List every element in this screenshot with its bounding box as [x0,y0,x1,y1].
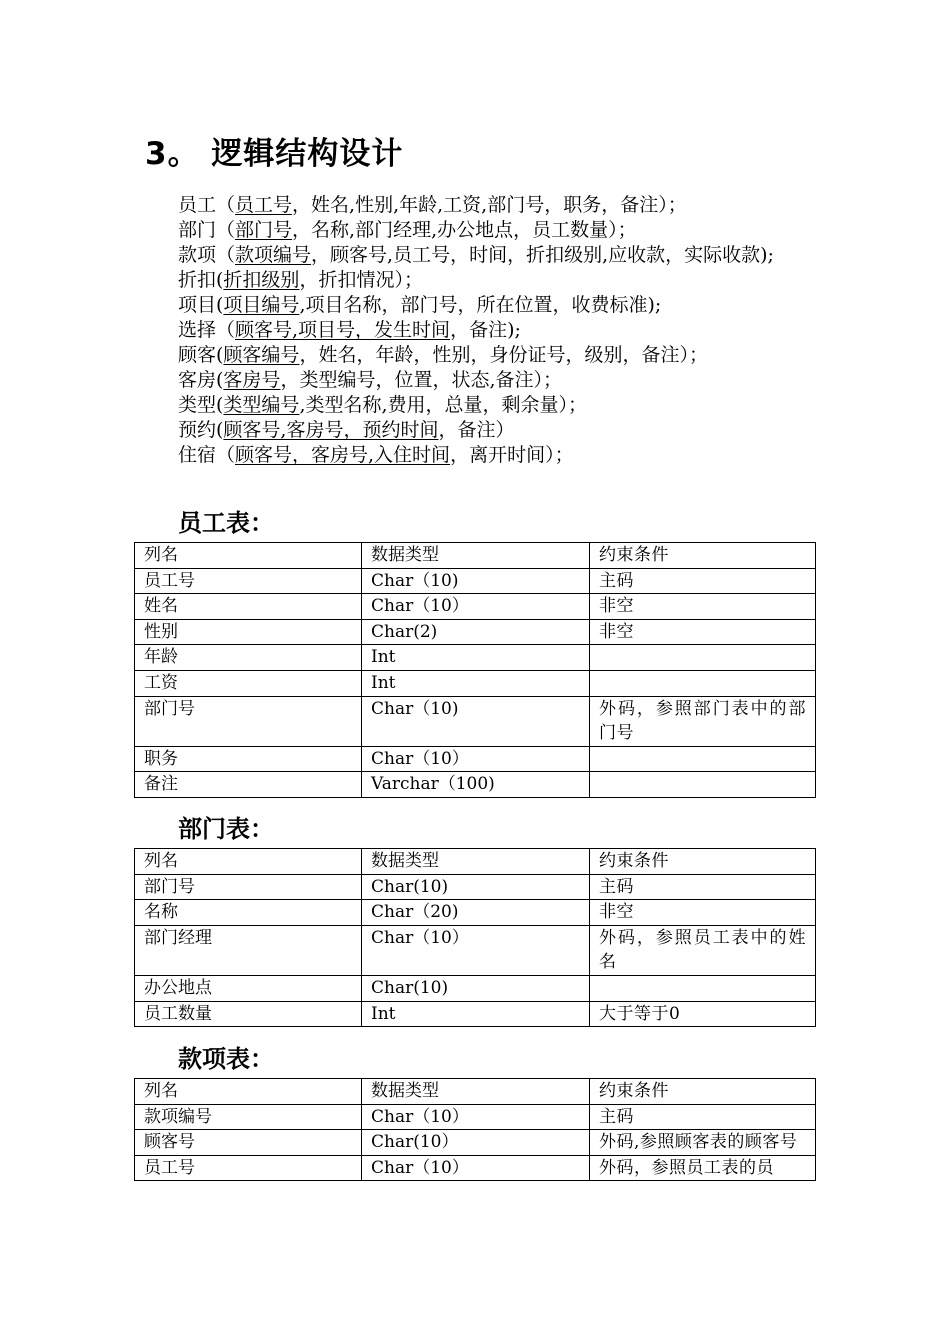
table-cell [590,645,816,671]
relation-line [145,368,810,393]
table-cell: 性别 [135,619,362,645]
table-row [135,746,816,772]
table-cell: Char（10） [362,1104,590,1130]
table-cell: 大于等于0 [590,1001,816,1027]
table-row [135,1104,816,1130]
table-cell: 员工数量 [135,1001,362,1027]
department-table-title: 部门表： [178,815,274,843]
table-cell: Char（10） [362,746,590,772]
relation-text: 住宿（ [178,444,236,466]
relation-text: 类型( [178,394,224,416]
table-cell: Char(10） [362,1130,590,1156]
table-cell: 员工号 [135,1155,362,1181]
payment-table-title: 款项表： [178,1045,274,1073]
table-row [135,874,816,900]
table-cell: 年龄 [135,645,362,671]
relation-line [145,393,810,418]
table-row [135,1130,816,1156]
table-cell: 主码 [590,568,816,594]
table-cell: Varchar（100) [362,772,590,798]
table-row [135,670,816,696]
relation-text: 员工（ [178,194,236,216]
relation-line [145,218,810,243]
employee-table-title: 员工表： [178,509,274,537]
header-cell: 数据类型 [362,543,590,569]
header-cell: 列名 [135,1079,362,1105]
table-cell: 名称 [135,900,362,926]
table-cell: 部门号 [135,874,362,900]
table-cell: 办公地点 [135,975,362,1001]
relation-text: ,项目名称，部门号，所在位置，收费标准); [299,294,662,316]
table-cell: 部门经理 [135,925,362,975]
table-row [135,645,816,671]
primary-key-text: 客房号 [223,369,281,391]
relation-text: ，姓名,性别,年龄,工资,部门号，职务，备注）； [292,194,687,216]
table-cell: Char（10) [362,568,590,594]
table-cell: 主码 [590,874,816,900]
table-cell: 外码,参照顾客表的顾客号 [590,1130,816,1156]
relation-line [145,268,810,293]
relation-text: 折扣( [178,269,224,291]
relation-line [145,193,810,218]
relation-text: ，姓名，年龄，性别，身份证号，级别，备注）； [299,344,708,366]
section-heading: 3。 逻辑结构设计 [145,136,404,172]
table-row [135,568,816,594]
primary-key-text: 顾客号,客房号，预约时间 [223,419,439,441]
relation-text: 客房( [178,369,224,391]
relation-line [145,443,810,468]
header-cell: 数据类型 [362,849,590,875]
primary-key-text: 折扣级别 [223,269,300,291]
table-cell: Char(10) [362,874,590,900]
relation-line [145,343,810,368]
relation-line [145,243,810,268]
table-cell: 主码 [590,1104,816,1130]
payment-table [134,1078,816,1181]
table-cell: 员工号 [135,568,362,594]
table-cell: Int [362,1001,590,1027]
table-header-row [135,1079,816,1105]
relation-text: ，离开时间）； [450,444,574,466]
relation-text: ，折扣情况）； [299,269,423,291]
table-cell: Int [362,670,590,696]
table-row [135,696,816,746]
relation-line [145,418,810,443]
header-cell: 约束条件 [590,849,816,875]
table-cell: 部门号 [135,696,362,746]
table-cell: Char(2) [362,619,590,645]
table-cell: Char（10） [362,594,590,620]
primary-key-text: 顾客号,项目号，发生时间 [235,319,451,341]
relation-line [145,293,810,318]
table-row [135,619,816,645]
header-cell: 列名 [135,849,362,875]
table-cell [590,772,816,798]
table-cell: 外码，参照员工表中的姓名 [590,925,816,975]
department-table [134,848,816,1027]
table-cell: 非空 [590,594,816,620]
primary-key-text: 类型编号 [223,394,300,416]
primary-key-text: 项目编号 [223,294,300,316]
table-cell: Char（10） [362,1155,590,1181]
table-cell: Char（10) [362,696,590,746]
header-cell: 约束条件 [590,1079,816,1105]
table-cell: 姓名 [135,594,362,620]
table-row [135,925,816,975]
table-cell: 外码，参照员工表的员 [590,1155,816,1181]
table-cell: 工资 [135,670,362,696]
table-cell: 非空 [590,619,816,645]
table-cell [590,975,816,1001]
table-cell: 非空 [590,900,816,926]
table-row [135,975,816,1001]
table-header-row [135,849,816,875]
header-cell: 数据类型 [362,1079,590,1105]
employee-table [134,542,816,798]
table-row [135,772,816,798]
table-cell: 款项编号 [135,1104,362,1130]
relation-text: 选择（ [178,319,236,341]
table-cell: 职务 [135,746,362,772]
relation-text: ,类型名称,费用，总量，剩余量）； [299,394,588,416]
table-cell [590,670,816,696]
primary-key-text: 部门号 [235,219,293,241]
header-cell: 列名 [135,543,362,569]
relation-text: ，类型编号，位置，状态,备注）； [280,369,562,391]
relation-text: 顾客( [178,344,224,366]
relation-text: ，备注); [450,319,521,341]
relation-text: 项目( [178,294,224,316]
primary-key-text: 顾客编号 [223,344,300,366]
table-cell [590,746,816,772]
table-row [135,1155,816,1181]
relation-text: ，名称,部门经理,办公地点，员工数量）； [292,219,637,241]
relation-text: 款项（ [178,244,236,266]
table-cell: Char（20) [362,900,590,926]
relation-schema-list [145,193,810,468]
primary-key-text: 员工号 [235,194,293,216]
table-cell: 备注 [135,772,362,798]
relation-text: ，顾客号,员工号，时间，折扣级别,应收款，实际收款); [311,244,774,266]
table-cell: Char(10) [362,975,590,1001]
table-row [135,900,816,926]
primary-key-text: 款项编号 [235,244,312,266]
primary-key-text: 顾客号，客房号,入住时间 [235,444,451,466]
header-cell: 约束条件 [590,543,816,569]
relation-text: 预约( [178,419,224,441]
table-cell: 顾客号 [135,1130,362,1156]
relation-line [145,318,810,343]
relation-text: ，备注） [438,419,515,441]
table-row [135,1001,816,1027]
table-row [135,594,816,620]
table-header-row [135,543,816,569]
table-cell: Int [362,645,590,671]
table-cell: Char（10） [362,925,590,975]
relation-text: 部门（ [178,219,236,241]
table-cell: 外码，参照部门表中的部门号 [590,696,816,746]
